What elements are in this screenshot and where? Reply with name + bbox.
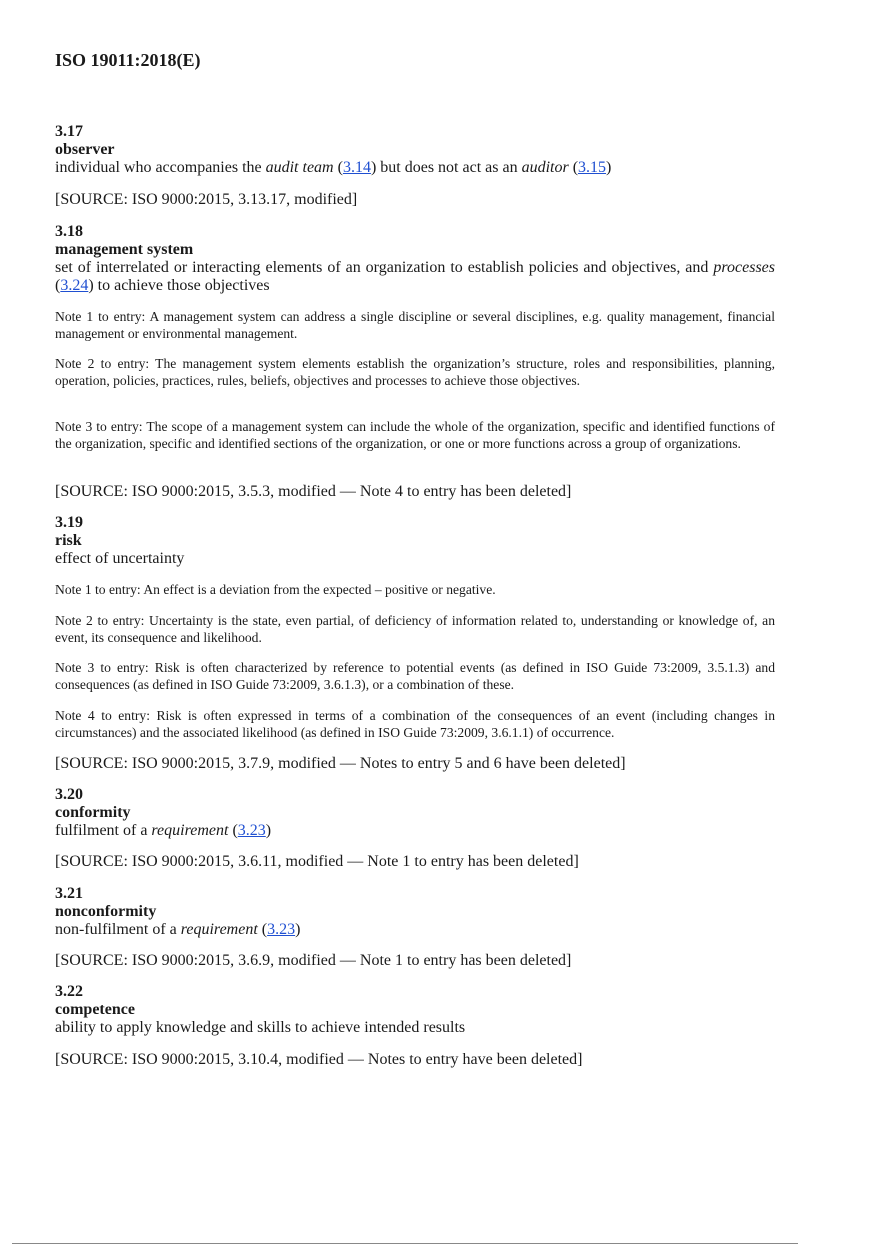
note-to-entry: Note 2 to entry: Uncertainty is the state, even partial, of deficiency of information related to, understanding or knowledge of, an event, its consequence and likelihood. bbox=[55, 613, 775, 645]
entry-definition bbox=[55, 159, 775, 177]
definition-text: effect of uncertainty bbox=[55, 550, 185, 567]
note-to-entry: Note 1 to entry: A management system can address a single discipline or several disciplines, e.g. quality management, financial management or environmental management. bbox=[55, 309, 775, 341]
entry-number: 3.22 bbox=[55, 983, 83, 1000]
entry-term: risk bbox=[55, 532, 82, 549]
definition-text: non-fulfilment of a bbox=[55, 921, 181, 938]
note-to-entry: Note 3 to entry: The scope of a management system can include the whole of the organization, specific and identified functions of the organization, specific and identified sections of the organization, or one or more functions across a group of organizations. bbox=[55, 419, 775, 451]
entry-term: nonconformity bbox=[55, 903, 157, 920]
definition-text: ) but does not act as an bbox=[370, 159, 522, 176]
definition-text: ( bbox=[55, 277, 61, 294]
footer-rule bbox=[12, 1243, 798, 1244]
term-entry-3-20 bbox=[55, 786, 775, 840]
entry-number: 3.18 bbox=[55, 223, 83, 240]
entry-definition bbox=[55, 921, 775, 939]
document-header: ISO 19011:2018(E) bbox=[55, 50, 201, 70]
entry-term: competence bbox=[55, 1001, 135, 1018]
note-to-entry: Note 1 to entry: An effect is a deviation from the expected – positive or negative. bbox=[55, 582, 496, 597]
entry-definition bbox=[55, 1019, 775, 1037]
source-citation: [SOURCE: ISO 9000:2015, 3.5.3, modified — Note 4 to entry has been deleted] bbox=[55, 483, 572, 500]
entry-definition bbox=[55, 822, 775, 840]
source-citation: [SOURCE: ISO 9000:2015, 3.7.9, modified — Notes to entry 5 and 6 have been deleted] bbox=[55, 755, 626, 772]
definition-text: ( bbox=[228, 822, 238, 839]
referenced-term: requirement bbox=[151, 822, 229, 839]
source-citation: [SOURCE: ISO 9000:2015, 3.6.11, modified — Note 1 to entry has been deleted] bbox=[55, 853, 579, 870]
cross-reference-link[interactable]: 3.23 bbox=[237, 822, 266, 839]
cross-reference-link[interactable]: 3.14 bbox=[342, 159, 371, 176]
definition-text: individual who accompanies the bbox=[55, 159, 266, 176]
term-entry-3-18 bbox=[55, 223, 775, 295]
entry-number: 3.17 bbox=[55, 123, 83, 140]
cross-reference-link[interactable]: 3.15 bbox=[578, 159, 607, 176]
cross-reference-link[interactable]: 3.24 bbox=[60, 277, 89, 294]
source-citation: [SOURCE: ISO 9000:2015, 3.13.17, modified] bbox=[55, 191, 358, 208]
definition-text: ( bbox=[333, 159, 343, 176]
referenced-term: requirement bbox=[180, 921, 258, 938]
cross-reference-link[interactable]: 3.23 bbox=[267, 921, 296, 938]
source-citation: [SOURCE: ISO 9000:2015, 3.10.4, modified — Notes to entry have been deleted] bbox=[55, 1051, 583, 1068]
referenced-term: processes bbox=[713, 259, 775, 276]
entry-number: 3.19 bbox=[55, 514, 83, 531]
note-to-entry: Note 3 to entry: Risk is often characterized by reference to potential events (as defined in ISO Guide 73:2009, 3.5.1.3) and consequences (as defined in ISO Guide 73:2009, 3.6.1.3), or a combination of these. bbox=[55, 660, 775, 692]
term-entry-3-22 bbox=[55, 983, 775, 1037]
definition-text: ( bbox=[568, 159, 579, 176]
note-to-entry: Note 4 to entry: Risk is often expressed in terms of a combination of the consequences of an event (including changes in circumstances) and the associated likelihood (as defined in ISO Guide 73:2009, 3.6.1.1) of occurrence. bbox=[55, 708, 775, 740]
source-citation: [SOURCE: ISO 9000:2015, 3.6.9, modified — Note 1 to entry has been deleted] bbox=[55, 952, 572, 969]
entry-number: 3.21 bbox=[55, 885, 83, 902]
note-to-entry: Note 2 to entry: The management system elements establish the organization’s structure, roles and responsibilities, planning, operation, policies, practices, rules, beliefs, objectives and processes to achieve those objectives. bbox=[55, 356, 775, 388]
entry-definition bbox=[55, 259, 775, 295]
entry-term: conformity bbox=[55, 804, 131, 821]
term-entry-3-17 bbox=[55, 123, 775, 177]
referenced-term: auditor bbox=[521, 159, 569, 176]
definition-text: ) bbox=[295, 921, 301, 938]
definition-text: fulfilment of a bbox=[55, 822, 152, 839]
definition-text: ( bbox=[257, 921, 268, 938]
entry-term: observer bbox=[55, 141, 115, 158]
term-entry-3-19 bbox=[55, 514, 775, 568]
referenced-term: audit team bbox=[265, 159, 334, 176]
entry-definition bbox=[55, 550, 775, 568]
definition-text: ) bbox=[606, 159, 612, 176]
definition-text: ) bbox=[265, 822, 272, 839]
term-entry-3-21 bbox=[55, 885, 775, 939]
definition-text: ) to achieve those objectives bbox=[88, 277, 270, 294]
entry-term: management system bbox=[55, 241, 194, 258]
entry-number: 3.20 bbox=[55, 786, 83, 803]
definition-text: ability to apply knowledge and skills to achieve intended results bbox=[55, 1019, 466, 1036]
definition-text: set of interrelated or interacting elements of an organization to establish policies and objectives, and bbox=[55, 259, 714, 276]
